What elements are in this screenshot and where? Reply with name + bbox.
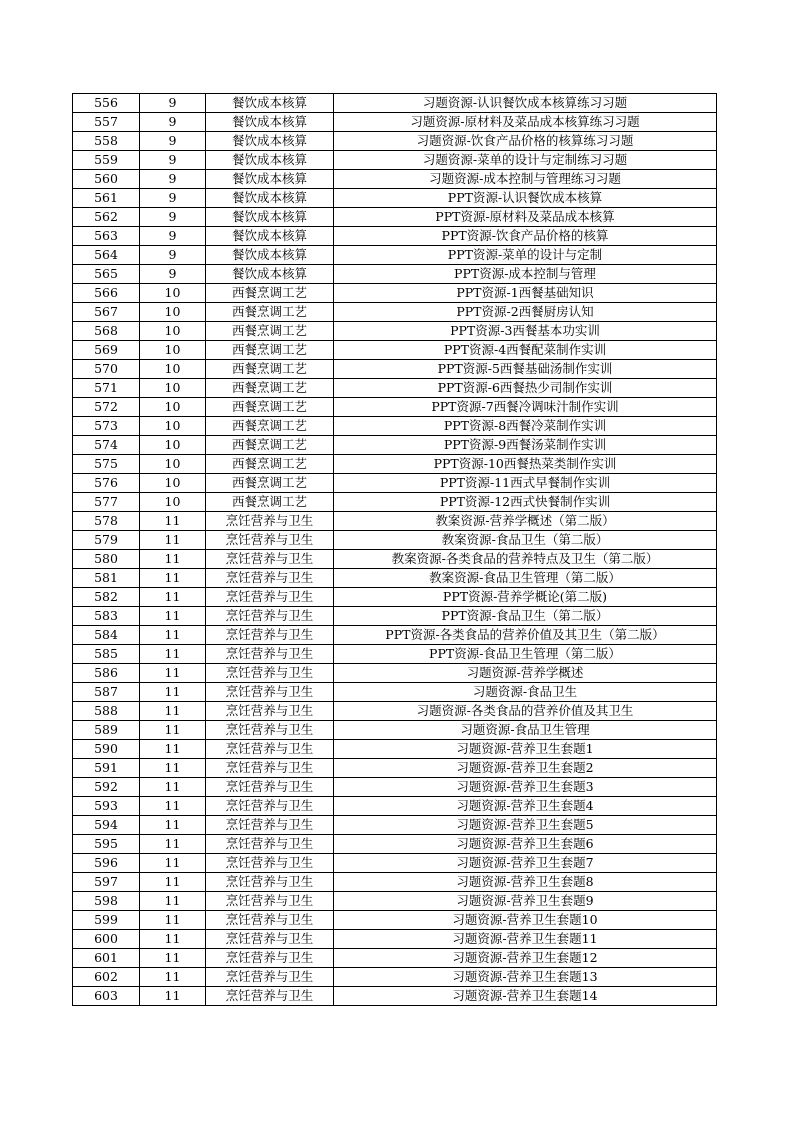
table-row	[73, 569, 717, 588]
course-name-cell: 西餐烹调工艺	[206, 284, 334, 303]
row-number-cell: 590	[73, 740, 140, 759]
course-name-cell: 烹饪营养与卫生	[206, 778, 334, 797]
course-id-cell: 11	[140, 531, 206, 550]
course-name-cell: 烹饪营养与卫生	[206, 512, 334, 531]
resource-name-cell: 习题资源-成本控制与管理练习习题	[334, 170, 717, 189]
table-row	[73, 265, 717, 284]
row-number-cell: 558	[73, 132, 140, 151]
course-id-cell: 10	[140, 322, 206, 341]
table-row	[73, 398, 717, 417]
resource-name-cell: PPT资源-3西餐基本功实训	[334, 322, 717, 341]
course-id-cell: 11	[140, 987, 206, 1006]
resource-name-cell: PPT资源-营养学概论(第二版)	[334, 588, 717, 607]
course-id-cell: 9	[140, 246, 206, 265]
course-id-cell: 9	[140, 227, 206, 246]
course-id-cell: 11	[140, 873, 206, 892]
resource-name-cell: 教案资源-食品卫生管理（第二版）	[334, 569, 717, 588]
row-number-cell: 563	[73, 227, 140, 246]
course-id-cell: 11	[140, 835, 206, 854]
resource-table-container	[72, 93, 717, 1006]
row-number-cell: 564	[73, 246, 140, 265]
course-id-cell: 11	[140, 550, 206, 569]
resource-name-cell: 习题资源-各类食品的营养价值及其卫生	[334, 702, 717, 721]
course-name-cell: 西餐烹调工艺	[206, 474, 334, 493]
resource-name-cell: PPT资源-认识餐饮成本核算	[334, 189, 717, 208]
course-id-cell: 9	[140, 265, 206, 284]
course-id-cell: 10	[140, 379, 206, 398]
course-name-cell: 烹饪营养与卫生	[206, 550, 334, 569]
resource-table-body	[73, 94, 717, 1006]
row-number-cell: 576	[73, 474, 140, 493]
course-name-cell: 烹饪营养与卫生	[206, 797, 334, 816]
course-name-cell: 烹饪营养与卫生	[206, 740, 334, 759]
row-number-cell: 603	[73, 987, 140, 1006]
row-number-cell: 586	[73, 664, 140, 683]
resource-name-cell: 习题资源-营养卫生套题11	[334, 930, 717, 949]
course-name-cell: 烹饪营养与卫生	[206, 664, 334, 683]
row-number-cell: 575	[73, 455, 140, 474]
course-id-cell: 10	[140, 284, 206, 303]
row-number-cell: 589	[73, 721, 140, 740]
row-number-cell: 584	[73, 626, 140, 645]
course-name-cell: 烹饪营养与卫生	[206, 588, 334, 607]
table-row	[73, 797, 717, 816]
table-row	[73, 360, 717, 379]
table-row	[73, 968, 717, 987]
resource-table	[72, 93, 717, 1006]
table-row	[73, 474, 717, 493]
resource-name-cell: 习题资源-营养卫生套题8	[334, 873, 717, 892]
course-id-cell: 11	[140, 512, 206, 531]
table-row	[73, 816, 717, 835]
course-name-cell: 烹饪营养与卫生	[206, 607, 334, 626]
row-number-cell: 597	[73, 873, 140, 892]
resource-name-cell: PPT资源-5西餐基础汤制作实训	[334, 360, 717, 379]
table-row	[73, 930, 717, 949]
row-number-cell: 602	[73, 968, 140, 987]
table-row	[73, 550, 717, 569]
course-name-cell: 烹饪营养与卫生	[206, 930, 334, 949]
course-name-cell: 烹饪营养与卫生	[206, 569, 334, 588]
table-row	[73, 645, 717, 664]
resource-name-cell: 习题资源-营养卫生套题14	[334, 987, 717, 1006]
course-name-cell: 餐饮成本核算	[206, 265, 334, 284]
course-id-cell: 10	[140, 474, 206, 493]
course-id-cell: 9	[140, 170, 206, 189]
resource-name-cell: PPT资源-食品卫生管理（第二版）	[334, 645, 717, 664]
course-id-cell: 9	[140, 189, 206, 208]
resource-name-cell: 习题资源-营养卫生套题7	[334, 854, 717, 873]
course-name-cell: 烹饪营养与卫生	[206, 911, 334, 930]
course-id-cell: 11	[140, 778, 206, 797]
resource-name-cell: PPT资源-食品卫生（第二版）	[334, 607, 717, 626]
table-row	[73, 702, 717, 721]
table-row	[73, 303, 717, 322]
row-number-cell: 595	[73, 835, 140, 854]
table-row	[73, 208, 717, 227]
course-id-cell: 10	[140, 303, 206, 322]
course-id-cell: 10	[140, 341, 206, 360]
resource-name-cell: 习题资源-营养卫生套题10	[334, 911, 717, 930]
course-name-cell: 烹饪营养与卫生	[206, 987, 334, 1006]
resource-name-cell: 习题资源-认识餐饮成本核算练习习题	[334, 94, 717, 113]
course-id-cell: 11	[140, 816, 206, 835]
table-row	[73, 417, 717, 436]
row-number-cell: 587	[73, 683, 140, 702]
course-name-cell: 烹饪营养与卫生	[206, 702, 334, 721]
course-name-cell: 烹饪营养与卫生	[206, 759, 334, 778]
resource-name-cell: 教案资源-营养学概述（第二版）	[334, 512, 717, 531]
resource-name-cell: 习题资源-原材料及菜品成本核算练习习题	[334, 113, 717, 132]
course-id-cell: 11	[140, 892, 206, 911]
table-row	[73, 113, 717, 132]
course-id-cell: 10	[140, 493, 206, 512]
course-name-cell: 烹饪营养与卫生	[206, 968, 334, 987]
row-number-cell: 599	[73, 911, 140, 930]
table-row	[73, 189, 717, 208]
course-id-cell: 10	[140, 360, 206, 379]
row-number-cell: 585	[73, 645, 140, 664]
row-number-cell: 573	[73, 417, 140, 436]
row-number-cell: 578	[73, 512, 140, 531]
table-row	[73, 531, 717, 550]
row-number-cell: 581	[73, 569, 140, 588]
course-id-cell: 9	[140, 113, 206, 132]
table-row	[73, 911, 717, 930]
course-id-cell: 9	[140, 208, 206, 227]
table-row	[73, 341, 717, 360]
course-name-cell: 烹饪营养与卫生	[206, 835, 334, 854]
course-id-cell: 11	[140, 740, 206, 759]
row-number-cell: 579	[73, 531, 140, 550]
course-id-cell: 11	[140, 702, 206, 721]
resource-name-cell: 习题资源-饮食产品价格的核算练习习题	[334, 132, 717, 151]
course-name-cell: 烹饪营养与卫生	[206, 531, 334, 550]
resource-name-cell: PPT资源-饮食产品价格的核算	[334, 227, 717, 246]
row-number-cell: 596	[73, 854, 140, 873]
course-name-cell: 烹饪营养与卫生	[206, 873, 334, 892]
table-row	[73, 322, 717, 341]
row-number-cell: 588	[73, 702, 140, 721]
table-row	[73, 151, 717, 170]
course-id-cell: 11	[140, 797, 206, 816]
row-number-cell: 565	[73, 265, 140, 284]
course-name-cell: 餐饮成本核算	[206, 227, 334, 246]
row-number-cell: 577	[73, 493, 140, 512]
course-name-cell: 烹饪营养与卫生	[206, 683, 334, 702]
course-name-cell: 西餐烹调工艺	[206, 303, 334, 322]
course-name-cell: 餐饮成本核算	[206, 246, 334, 265]
resource-name-cell: 习题资源-营养卫生套题2	[334, 759, 717, 778]
resource-name-cell: PPT资源-2西餐厨房认知	[334, 303, 717, 322]
resource-name-cell: 习题资源-营养卫生套题6	[334, 835, 717, 854]
resource-name-cell: 习题资源-营养卫生套题4	[334, 797, 717, 816]
row-number-cell: 593	[73, 797, 140, 816]
resource-name-cell: PPT资源-各类食品的营养价值及其卫生（第二版）	[334, 626, 717, 645]
table-row	[73, 94, 717, 113]
row-number-cell: 571	[73, 379, 140, 398]
row-number-cell: 594	[73, 816, 140, 835]
resource-name-cell: PPT资源-9西餐汤菜制作实训	[334, 436, 717, 455]
resource-name-cell: 习题资源-营养卫生套题3	[334, 778, 717, 797]
resource-name-cell: PPT资源-12西式快餐制作实训	[334, 493, 717, 512]
row-number-cell: 572	[73, 398, 140, 417]
resource-name-cell: PPT资源-11西式早餐制作实训	[334, 474, 717, 493]
resource-name-cell: PPT资源-10西餐热菜类制作实训	[334, 455, 717, 474]
table-row	[73, 873, 717, 892]
table-row	[73, 227, 717, 246]
row-number-cell: 592	[73, 778, 140, 797]
course-name-cell: 烹饪营养与卫生	[206, 721, 334, 740]
table-row	[73, 835, 717, 854]
course-name-cell: 餐饮成本核算	[206, 170, 334, 189]
row-number-cell: 557	[73, 113, 140, 132]
row-number-cell: 569	[73, 341, 140, 360]
course-name-cell: 餐饮成本核算	[206, 208, 334, 227]
table-row	[73, 664, 717, 683]
table-row	[73, 284, 717, 303]
resource-name-cell: PPT资源-菜单的设计与定制	[334, 246, 717, 265]
table-row	[73, 987, 717, 1006]
course-name-cell: 西餐烹调工艺	[206, 493, 334, 512]
course-id-cell: 11	[140, 968, 206, 987]
resource-name-cell: PPT资源-7西餐冷调味汁制作实训	[334, 398, 717, 417]
table-row	[73, 759, 717, 778]
row-number-cell: 562	[73, 208, 140, 227]
resource-name-cell: 习题资源-营养卫生套题9	[334, 892, 717, 911]
course-id-cell: 10	[140, 417, 206, 436]
course-id-cell: 11	[140, 721, 206, 740]
course-id-cell: 11	[140, 911, 206, 930]
row-number-cell: 556	[73, 94, 140, 113]
course-name-cell: 餐饮成本核算	[206, 94, 334, 113]
course-name-cell: 烹饪营养与卫生	[206, 854, 334, 873]
course-name-cell: 烹饪营养与卫生	[206, 949, 334, 968]
resource-name-cell: 习题资源-食品卫生管理	[334, 721, 717, 740]
resource-name-cell: PPT资源-8西餐冷菜制作实训	[334, 417, 717, 436]
course-name-cell: 烹饪营养与卫生	[206, 816, 334, 835]
resource-name-cell: PPT资源-1西餐基础知识	[334, 284, 717, 303]
table-row	[73, 512, 717, 531]
course-id-cell: 11	[140, 854, 206, 873]
table-row	[73, 740, 717, 759]
course-name-cell: 西餐烹调工艺	[206, 360, 334, 379]
course-id-cell: 11	[140, 759, 206, 778]
course-name-cell: 西餐烹调工艺	[206, 341, 334, 360]
course-name-cell: 餐饮成本核算	[206, 189, 334, 208]
course-name-cell: 西餐烹调工艺	[206, 417, 334, 436]
table-row	[73, 721, 717, 740]
course-name-cell: 餐饮成本核算	[206, 132, 334, 151]
resource-name-cell: 习题资源-营养卫生套题1	[334, 740, 717, 759]
course-name-cell: 西餐烹调工艺	[206, 322, 334, 341]
resource-name-cell: PPT资源-原材料及菜品成本核算	[334, 208, 717, 227]
row-number-cell: 567	[73, 303, 140, 322]
table-row	[73, 379, 717, 398]
resource-name-cell: 习题资源-菜单的设计与定制练习习题	[334, 151, 717, 170]
course-id-cell: 10	[140, 398, 206, 417]
row-number-cell: 570	[73, 360, 140, 379]
table-row	[73, 683, 717, 702]
course-name-cell: 餐饮成本核算	[206, 113, 334, 132]
course-id-cell: 11	[140, 949, 206, 968]
course-name-cell: 西餐烹调工艺	[206, 398, 334, 417]
course-id-cell: 9	[140, 132, 206, 151]
course-id-cell: 11	[140, 588, 206, 607]
table-row	[73, 493, 717, 512]
table-row	[73, 854, 717, 873]
row-number-cell: 582	[73, 588, 140, 607]
course-id-cell: 11	[140, 626, 206, 645]
course-name-cell: 西餐烹调工艺	[206, 436, 334, 455]
table-row	[73, 246, 717, 265]
row-number-cell: 580	[73, 550, 140, 569]
resource-name-cell: 教案资源-各类食品的营养特点及卫生（第二版）	[334, 550, 717, 569]
course-name-cell: 西餐烹调工艺	[206, 455, 334, 474]
course-id-cell: 9	[140, 151, 206, 170]
table-row	[73, 626, 717, 645]
row-number-cell: 566	[73, 284, 140, 303]
table-row	[73, 778, 717, 797]
row-number-cell: 561	[73, 189, 140, 208]
table-row	[73, 455, 717, 474]
course-name-cell: 烹饪营养与卫生	[206, 892, 334, 911]
course-id-cell: 11	[140, 607, 206, 626]
row-number-cell: 559	[73, 151, 140, 170]
table-row	[73, 132, 717, 151]
course-id-cell: 9	[140, 94, 206, 113]
course-name-cell: 餐饮成本核算	[206, 151, 334, 170]
course-name-cell: 西餐烹调工艺	[206, 379, 334, 398]
course-id-cell: 10	[140, 455, 206, 474]
table-row	[73, 436, 717, 455]
row-number-cell: 574	[73, 436, 140, 455]
row-number-cell: 600	[73, 930, 140, 949]
row-number-cell: 591	[73, 759, 140, 778]
row-number-cell: 560	[73, 170, 140, 189]
course-id-cell: 11	[140, 645, 206, 664]
row-number-cell: 598	[73, 892, 140, 911]
resource-name-cell: PPT资源-4西餐配菜制作实训	[334, 341, 717, 360]
row-number-cell: 601	[73, 949, 140, 968]
course-id-cell: 11	[140, 664, 206, 683]
resource-name-cell: 习题资源-营养卫生套题5	[334, 816, 717, 835]
table-row	[73, 607, 717, 626]
course-id-cell: 11	[140, 683, 206, 702]
table-row	[73, 892, 717, 911]
course-id-cell: 11	[140, 569, 206, 588]
course-name-cell: 烹饪营养与卫生	[206, 645, 334, 664]
resource-name-cell: 习题资源-营养卫生套题13	[334, 968, 717, 987]
resource-name-cell: 习题资源-营养卫生套题12	[334, 949, 717, 968]
table-row	[73, 170, 717, 189]
resource-name-cell: 习题资源-营养学概述	[334, 664, 717, 683]
resource-name-cell: PPT资源-成本控制与管理	[334, 265, 717, 284]
course-id-cell: 10	[140, 436, 206, 455]
resource-name-cell: PPT资源-6西餐热少司制作实训	[334, 379, 717, 398]
resource-name-cell: 习题资源-食品卫生	[334, 683, 717, 702]
table-row	[73, 588, 717, 607]
row-number-cell: 583	[73, 607, 140, 626]
resource-name-cell: 教案资源-食品卫生（第二版）	[334, 531, 717, 550]
course-name-cell: 烹饪营养与卫生	[206, 626, 334, 645]
table-row	[73, 949, 717, 968]
row-number-cell: 568	[73, 322, 140, 341]
course-id-cell: 11	[140, 930, 206, 949]
